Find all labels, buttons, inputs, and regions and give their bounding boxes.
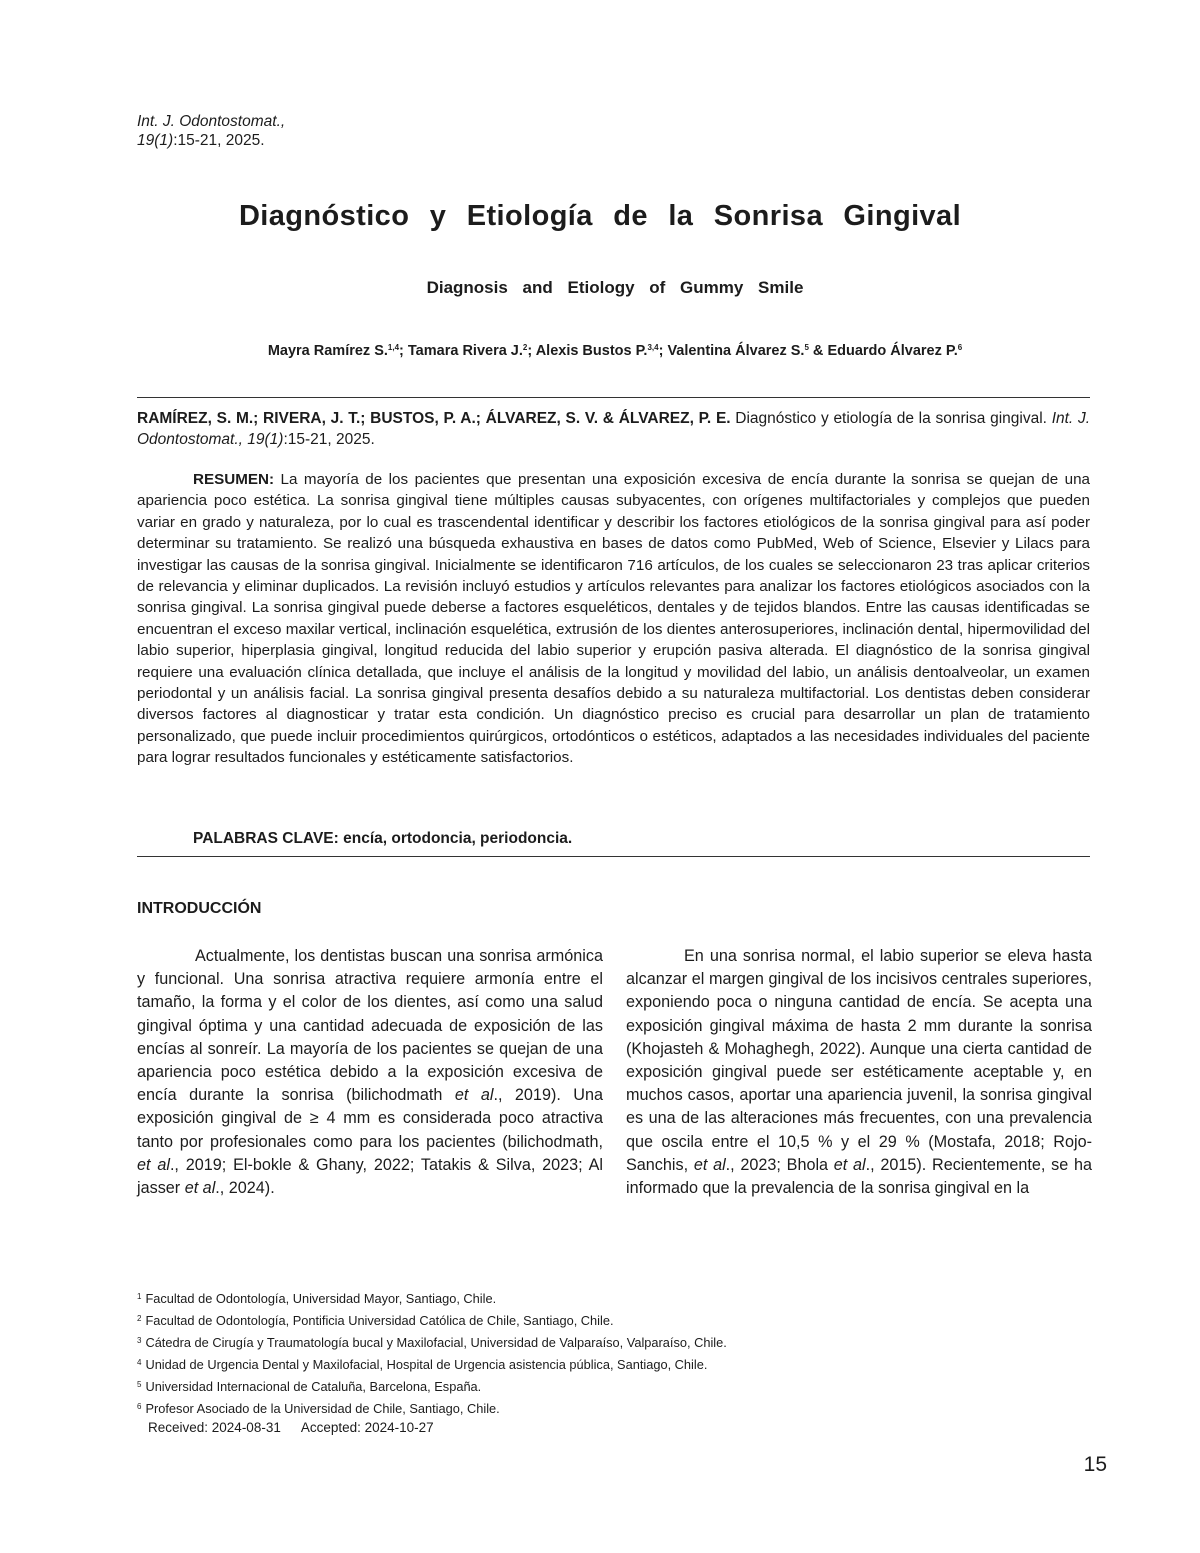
keywords (193, 830, 572, 848)
submission-dates (148, 1420, 434, 1435)
footnote (137, 1353, 727, 1375)
author-name: Mayra Ramírez S. (267, 343, 388, 359)
journal-volume: 19(1) (137, 132, 174, 149)
body-column-right (626, 945, 1092, 1200)
abstract-text: La mayoría de los pacientes que presentan una exposición excesiva de encía durante la sonrisa se quejan de una apariencia poco estética. La sonrisa gingival tiene múltiples causas subyacentes, con orígenes multifactoriales y complejos que pueden variar en grado y naturaleza, por lo cual es trascendental identificar y describir los factores etiológicos de la sonrisa gingival para así poder determinar su tratamiento. Se realizó una búsqueda exhaustiva en bases de datos como PubMed, Web of Science, Elsevier y Lilacs para investigar las causas de la sonrisa gingival. Inicialmente se identificaron 716 artículos, de los cuales se seleccionaron 23 tras aplicar criterios de relevancia y eliminar duplicados. La revisión incluyó estudios y artículos relevantes para analizar los factores etiológicos asociados con la sonrisa gingival. La sonrisa gingival puede deberse a factores esqueléticos, dentales y de tejidos blandos. Entre las causas identificadas se encuentran el exceso maxilar vertical, inclinación esquelética, extrusión de los dientes anterosuperiores, inclinación dental, hipermovilidad del labio superior, hiperplasia gingival, longitud reducida del labio superior y erupción pasiva alterada. El diagnóstico de la sonrisa gingival requiere una evaluación clínica detallada, que incluye el análisis de la longitud y movilidad del labio, un análisis dentoalveolar, un examen periodontal y un análisis facial. La sonrisa gingival presenta desafíos debido a su naturaleza multifactorial. Los dentistas deben considerar diversos factores al diagnosticar y tratar esta condición. Un diagnóstico preciso es crucial para desarrollar un plan de tratamiento personalizado, que puede incluir procedimientos quirúrgicos, ortodónticos o estéticos, adaptados a las necesidades individuales del paciente para lograr resultados funcionales y estéticamente satisfactorios. (137, 471, 1090, 767)
author-name: Tamara Rivera J. (407, 343, 523, 359)
et-al: et al (137, 1155, 170, 1174)
article-subtitle: Diagnosis and Etiology of Gummy Smile (426, 278, 804, 297)
footnote-number: 5 (137, 1380, 142, 1389)
body-text: ., 2023; Bhola (725, 1155, 834, 1174)
author-name: Alexis Bustos P. (535, 343, 648, 359)
body-text: ., 2015). Recientemente, se ha informado que la prevalencia de la sonrisa gingival en la (626, 1155, 1092, 1198)
citation-journal: Int. J. Odontostomat., 19(1) (137, 410, 1091, 448)
author-affiliation: 2 (522, 343, 528, 352)
author-affiliation: 5 (804, 343, 809, 352)
body-column-left (137, 945, 603, 1200)
body-text: Actualmente, los dentistas buscan una sonrisa armónica y funcional. Una sonrisa atractiva requiere armonía entre el tamaño, la forma y el color de los dientes, así como una salud gingival óptima y una cantidad adecuada de exposición de las encías al sonreír. La mayoría de los pacientes se quejan de una apariencia poco estética debido a la exposición excesiva de encía durante la sonrisa (bilichodmath (137, 947, 603, 1105)
footnote-text: Unidad de Urgencia Dental y Maxilofacial, Hospital de Urgencia asistencia pública, Santiago, Chile. (145, 1357, 708, 1372)
footnote-text: Facultad de Odontología, Universidad Mayor, Santiago, Chile. (145, 1291, 497, 1306)
received-date: Received: 2024-08-31 (148, 1420, 281, 1435)
citation-block (137, 408, 1090, 450)
footnote-text: Profesor Asociado de la Universidad de Chile, Santiago, Chile. (145, 1401, 500, 1416)
footnote (137, 1287, 727, 1309)
author-separator: ; (658, 343, 668, 359)
footnotes (137, 1287, 727, 1419)
author-name: Eduardo Álvarez P. (827, 343, 958, 359)
citation-authors: RAMÍREZ, S. M.; RIVERA, J. T.; BUSTOS, P. A.; ÁLVAREZ, S. V. & ÁLVAREZ, P. E. (137, 410, 731, 427)
footnote-number: 3 (137, 1336, 142, 1345)
footnote-text: Cátedra de Cirugía y Traumatología bucal y Maxilofacial, Universidad de Valparaíso, Valparaíso, Chile. (145, 1335, 727, 1350)
footnote-number: 6 (137, 1402, 142, 1411)
author-separator: ; (527, 343, 536, 359)
top-divider (137, 397, 1090, 398)
journal-name: Int. J. Odontostomat., (137, 113, 286, 130)
abstract (137, 469, 1090, 769)
body-text: En una sonrisa normal, el labio superior se eleva hasta alcanzar el margen gingival de los incisivos centrales superiores, exponiendo poca o ninguna cantidad de encía. Se acepta una exposición gingival máxima de hasta 2 mm durante la sonrisa (Khojasteh & Mohaghegh, 2022). Aunque una cierta cantidad de exposición gingival puede ser estéticamente aceptable y, en muchos casos, aportar una apariencia juvenil, la sonrisa gingival es una de las alteraciones más frecuentes, con una prevalencia que oscila entre el 10,5 % y el 29 % (Mostafa, 2018; Rojo-Sanchis, (626, 947, 1092, 1174)
section-heading: INTRODUCCIÓN (137, 900, 262, 917)
body-text: ., 2019). Una exposición gingival de ≥ 4 mm es considerada poco atractiva tanto por profesionales como para los pacientes (bilichodmath, (137, 1086, 603, 1151)
journal-pages: :15-21, 2025. (173, 132, 265, 149)
et-al: et al (184, 1179, 216, 1198)
bottom-divider (137, 856, 1090, 857)
author-list (0, 343, 1200, 359)
et-al: et al (693, 1155, 726, 1174)
keywords-values: encía, ortodoncia, periodoncia. (338, 830, 573, 847)
body-text: ., 2024). (215, 1179, 275, 1198)
footnote-text: Facultad de Odontología, Pontificia Universidad Católica de Chile, Santiago, Chile. (145, 1313, 614, 1328)
footnote (137, 1331, 727, 1353)
footnote-number: 2 (137, 1314, 142, 1323)
footnote (137, 1397, 727, 1419)
footnote-number: 4 (137, 1358, 142, 1367)
author-affiliation: 6 (957, 343, 963, 352)
author-affiliation: 1,4 (387, 343, 400, 352)
article-title: Diagnóstico y Etiología de la Sonrisa Gingival (238, 200, 962, 232)
et-al: et al (833, 1155, 866, 1174)
footnote-number: 1 (137, 1292, 142, 1301)
et-al: et al (454, 1086, 494, 1105)
author-separator: ; (399, 343, 408, 359)
footnote (137, 1309, 727, 1331)
footnote-text: Universidad Internacional de Cataluña, Barcelona, España. (145, 1379, 482, 1394)
accepted-date: Accepted: 2024-10-27 (300, 1420, 434, 1435)
footnote (137, 1375, 727, 1397)
author-separator: & (808, 343, 828, 359)
page-number: 15 (1083, 1453, 1107, 1476)
journal-reference (137, 112, 285, 150)
author-name: Valentina Álvarez S. (667, 343, 805, 359)
body-text: ., 2019; El-bokle & Ghany, 2022; Tatakis & Silva, 2023; Al jasser (137, 1155, 603, 1198)
citation-article: Diagnóstico y etiología de la sonrisa gingival. (730, 410, 1052, 427)
abstract-label: RESUMEN: (193, 471, 275, 488)
keywords-label: PALABRAS CLAVE: (193, 830, 339, 847)
citation-pages: :15-21, 2025. (283, 431, 375, 448)
author-affiliation: 3,4 (647, 343, 659, 352)
